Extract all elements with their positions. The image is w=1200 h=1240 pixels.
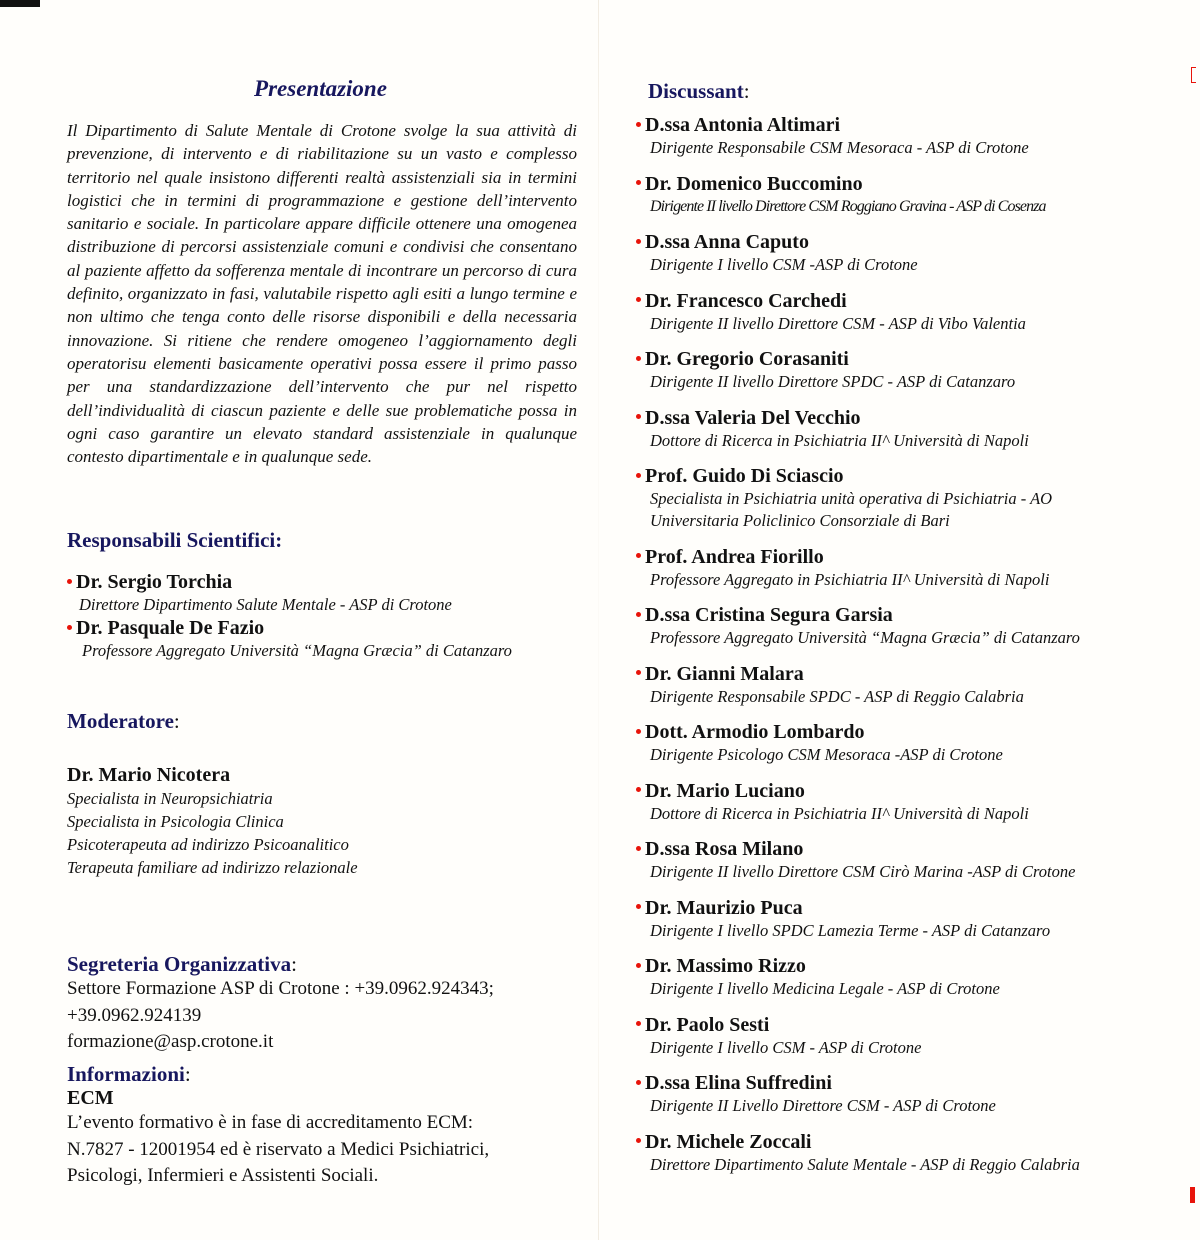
person-name: D.ssa Rosa Milano	[645, 838, 804, 860]
bullet-icon	[636, 122, 641, 127]
person-name: Dr. Sergio Torchia	[76, 571, 233, 593]
informazioni-line: L’evento formativo è in fase di accreditamento ECM:	[67, 1112, 474, 1133]
person-name: Dr. Mario Luciano	[645, 779, 805, 802]
bullet-icon	[636, 414, 641, 419]
bullet-icon	[67, 579, 72, 584]
responsabile-item	[67, 616, 512, 662]
discussant-item	[636, 779, 1156, 825]
bullet-icon	[636, 1138, 641, 1143]
responsabili-section	[67, 528, 512, 662]
moderatore-roles	[67, 787, 358, 879]
moderatore-heading: Moderatore	[67, 709, 174, 733]
informazioni-line: N.7827 - 12001954 ed è riservato a Medici Psichiatrici,	[67, 1138, 490, 1160]
discussant-item	[636, 289, 1156, 335]
person-role: Dottore di Ricerca in Psichiatria II^ Università di Napoli	[650, 430, 1029, 450]
responsabile-item	[67, 570, 512, 616]
person-role: Dirigente II Livello Direttore CSM - ASP di Crotone	[650, 1096, 996, 1115]
informazioni-line: Psicologi, Infermieri e Assistenti Sociali.	[67, 1165, 379, 1186]
person-name: Dr. Gianni Malara	[645, 662, 804, 685]
discussant-item	[636, 172, 1156, 218]
person-name: D.ssa Anna Caputo	[645, 231, 809, 253]
moderatore-role-line: Terapeuta familiare ad indirizzo relazionale	[67, 858, 358, 877]
scan-edge-mark	[0, 0, 40, 7]
discussant-item	[636, 954, 1156, 1000]
crop-mark-top	[1191, 67, 1196, 83]
bullet-icon	[636, 612, 641, 617]
bullet-icon	[636, 963, 641, 968]
discussant-item	[636, 662, 1156, 708]
discussant-item	[636, 837, 1156, 883]
person-name: D.ssa Valeria Del Vecchio	[645, 406, 861, 429]
discussant-item	[636, 1071, 1156, 1117]
person-role: Universitaria Policlinico Consorziale di Bari	[650, 511, 950, 530]
person-name: Dr. Domenico Buccomino	[645, 172, 863, 195]
person-role: Dirigente I livello CSM -ASP di Crotone	[650, 255, 918, 274]
bullet-icon	[636, 297, 641, 302]
moderatore-role-line: Psicoterapeuta ad indirizzo Psicoanalitico	[67, 835, 349, 854]
heading-colon: :	[173, 709, 180, 733]
heading-colon: :	[743, 79, 750, 103]
fold-line	[598, 0, 599, 1240]
person-name: D.ssa Cristina Segura Garsia	[645, 604, 893, 626]
person-name: Prof. Guido Di Sciascio	[645, 465, 844, 487]
bullet-icon	[636, 787, 641, 792]
discussant-item	[636, 603, 1156, 649]
person-role: Dirigente Responsabile SPDC - ASP di Reggio Calabria	[650, 686, 1024, 706]
person-name: Dr. Michele Zoccali	[645, 1130, 812, 1153]
person-role: Dirigente II livello Direttore SPDC - ASP di Catanzaro	[650, 372, 1016, 391]
person-role: Specialista in Psichiatria unità operativa di Psichiatria - AO	[650, 489, 1053, 508]
person-name: Dr. Massimo Rizzo	[645, 955, 806, 977]
responsabili-heading: Responsabili Scientifici:	[67, 528, 283, 552]
segreteria-email[interactable]: formazione@asp.crotone.it	[67, 1031, 274, 1052]
person-name: Dr. Pasquale De Fazio	[76, 617, 265, 639]
person-role: Dirigente Responsabile CSM Mesoraca - ASP di Crotone	[650, 138, 1029, 157]
bullet-icon	[636, 356, 641, 361]
discussant-item	[636, 113, 1156, 159]
bullet-icon	[636, 239, 641, 244]
segreteria-phone: +39.0962.924139	[67, 1004, 202, 1026]
person-role: Professore Aggregato Università “Magna Græcia” di Catanzaro	[650, 628, 1080, 647]
person-name: Prof. Andrea Fiorillo	[645, 545, 824, 568]
person-role: Dirigente II livello Direttore CSM Cirò Marina -ASP di Crotone	[650, 862, 1076, 881]
responsabili-list	[67, 570, 512, 662]
person-role: Dirigente I livello Medicina Legale - ASP di Crotone	[650, 979, 1000, 998]
person-role: Dirigente Psicologo CSM Mesoraca -ASP di Crotone	[650, 745, 1003, 764]
bullet-icon	[636, 1021, 641, 1026]
moderatore-role-line: Specialista in Neuropsichiatria	[67, 789, 273, 808]
moderatore-role-line: Specialista in Psicologia Clinica	[67, 812, 284, 831]
crop-mark-bottom	[1190, 1187, 1195, 1203]
moderatore-name: Dr. Mario Nicotera	[67, 764, 231, 786]
person-role: Professore Aggregato Università “Magna Græcia” di Catanzaro	[82, 641, 512, 660]
segreteria-section	[67, 952, 494, 1056]
bullet-icon	[636, 670, 641, 675]
person-role: Dottore di Ricerca in Psichiatria II^ Università di Napoli	[650, 803, 1029, 823]
bullet-icon	[636, 729, 641, 734]
person-role: Dirigente I livello CSM - ASP di Crotone	[650, 1037, 922, 1057]
person-role: Dirigente II livello Direttore CSM - ASP di Vibo Valentia	[650, 313, 1026, 333]
bullet-icon	[636, 1080, 641, 1085]
informazioni-heading: Informazioni	[67, 1062, 185, 1086]
bullet-icon	[636, 180, 641, 185]
person-role: Direttore Dipartimento Salute Mentale - ASP di Crotone	[79, 595, 452, 614]
person-name: Dr. Paolo Sesti	[645, 1013, 770, 1036]
person-role: Dirigente I livello SPDC Lamezia Terme - ASP di Catanzaro	[650, 920, 1051, 940]
person-role: Dirigente II livello Direttore CSM Roggiano Gravina - ASP di Cosenza	[650, 197, 1046, 215]
presentazione-body: Il Dipartimento di Salute Mentale di Crotone svolge la sua attività di prevenzione, di intervento e di riabilitazione su un vasto e complesso territorio nel quale insistono differenti realtà assistenziali sia in termini logistici che in termini di programmazione e gestione dell’intervento sanitario e sociale. In particolare appare difficile ottenere una omogenea distribuzione di percorsi assistenziale comuni e condivisi che consentano al paziente affetto da sofferenza mentale di incontrare un percorso di cura definito, organizzato in fasi, valutabile rispetto agli esiti a lungo termine e non ultimo che tenga conto delle risorse disponibili e della necessaria innovazione. Si ritiene che rendere omogeneo l’aggiornamento degli operatorisu elementi basicamente operativi possa essere il primo passo per una standardizzazione dell’intervento che pur nel rispetto dell’individualità di ciascun paziente e delle sue problematiche possa in ogni caso garantire un elevato standard assistenziale in qualunque contesto dipartimentale e in qualunque sede.	[67, 121, 577, 467]
bullet-icon	[67, 625, 72, 630]
person-name: Dr. Gregorio Corasaniti	[645, 348, 849, 370]
person-role: Professore Aggregato in Psichiatria II^ Università di Napoli	[650, 569, 1050, 589]
bullet-icon	[636, 553, 641, 558]
person-name: D.ssa Elina Suffredini	[645, 1072, 832, 1094]
discussant-heading: Discussant	[648, 79, 744, 103]
heading-colon: :	[291, 952, 297, 976]
person-name: Dott. Armodio Lombardo	[645, 721, 865, 743]
ecm-subheading: ECM	[67, 1087, 114, 1109]
discussant-item	[636, 1013, 1156, 1059]
person-role: Direttore Dipartimento Salute Mentale - ASP di Reggio Calabria	[650, 1154, 1080, 1174]
heading-colon: :	[184, 1062, 191, 1086]
bullet-icon	[636, 846, 641, 851]
person-name: Dr. Maurizio Puca	[645, 896, 803, 919]
discussant-item	[636, 545, 1156, 591]
presentazione-title: Presentazione	[254, 76, 387, 101]
discussant-item	[636, 347, 1156, 393]
discussant-item	[636, 896, 1156, 942]
person-name: D.ssa Antonia Altimari	[645, 114, 841, 136]
informazioni-section	[67, 1062, 489, 1190]
bullet-icon	[636, 904, 641, 909]
discussant-item	[636, 406, 1156, 452]
bullet-icon	[636, 473, 641, 478]
segreteria-line: Settore Formazione ASP di Crotone : +39.0962.924343;	[67, 978, 494, 999]
person-name: Dr. Francesco Carchedi	[645, 289, 847, 312]
discussant-item	[636, 1130, 1156, 1176]
discussant-item	[636, 720, 1156, 766]
discussant-item	[636, 230, 1156, 276]
discussant-list	[636, 113, 1156, 1188]
segreteria-heading: Segreteria Organizzativa	[67, 952, 292, 976]
discussant-item	[636, 464, 1156, 532]
moderatore-section	[67, 709, 358, 879]
